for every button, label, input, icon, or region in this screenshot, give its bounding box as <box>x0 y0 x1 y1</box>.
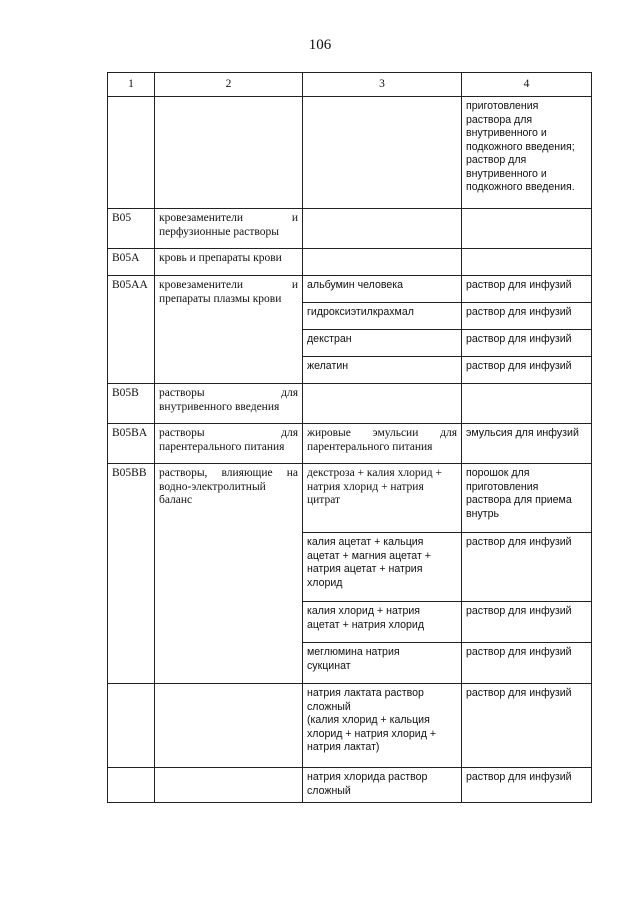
group-cell: кровь и препараты крови <box>155 249 303 276</box>
header-cell-3: 3 <box>303 73 462 97</box>
drug-cell: декстран <box>303 330 462 357</box>
form-cell: приготовления раствора для внутривенного и подкожного введения; раствор для внутривенного и подкожного введения. <box>462 97 592 209</box>
drug-table <box>107 72 592 803</box>
code-cell: B05 <box>108 209 155 249</box>
drug-cell: калия ацетат + кальция ацетат + магния ацетат + натрия ацетат + натрия хлорид <box>303 533 462 602</box>
drug-cell <box>303 97 462 209</box>
page-number: 106 <box>308 37 332 53</box>
drug-cell: декстроза + калия хлорид + натрия хлорид + натрия цитрат <box>303 464 462 533</box>
code-cell: B05BB <box>108 464 155 684</box>
drug-cell: альбумин человека <box>303 276 462 303</box>
drug-cell: натрия лактата раствор сложный (калия хлорид + кальция хлорид + натрия хлорид + натрия лактат) <box>303 684 462 768</box>
header-cell-1: 1 <box>108 73 155 97</box>
group-cell: кровезаменители и перфузионные растворы <box>155 209 303 249</box>
drug-cell: желатин <box>303 357 462 384</box>
drug-cell: калия хлорид + натрия ацетат + натрия хлорид <box>303 602 462 643</box>
code-cell <box>108 768 155 803</box>
table-row <box>108 209 592 249</box>
code-cell: B05AA <box>108 276 155 384</box>
header-row <box>108 73 592 97</box>
group-cell <box>155 684 303 768</box>
header-cell-4: 4 <box>462 73 592 97</box>
table-row <box>108 384 592 424</box>
group-cell: растворы, влияющие на водно-электролитный баланс <box>155 464 303 684</box>
header-cell-2: 2 <box>155 73 303 97</box>
form-cell: раствор для инфузий <box>462 602 592 643</box>
form-cell <box>462 209 592 249</box>
drug-cell: натрия хлорида раствор сложный <box>303 768 462 803</box>
group-cell: растворы для парентерального питания <box>155 424 303 464</box>
form-cell: раствор для инфузий <box>462 303 592 330</box>
code-cell: B05BA <box>108 424 155 464</box>
drug-cell <box>303 249 462 276</box>
form-cell: раствор для инфузий <box>462 330 592 357</box>
drug-cell: гидроксиэтилкрахмал <box>303 303 462 330</box>
form-cell: раствор для инфузий <box>462 357 592 384</box>
drug-cell: жировые эмульсии для парентерального питания <box>303 424 462 464</box>
drug-cell <box>303 209 462 249</box>
form-cell <box>462 249 592 276</box>
code-cell: B05B <box>108 384 155 424</box>
code-cell <box>108 684 155 768</box>
form-cell: раствор для инфузий <box>462 768 592 803</box>
drug-cell: меглюмина натрия сукцинат <box>303 643 462 684</box>
table-row <box>108 97 592 209</box>
form-cell: эмульсия для инфузий <box>462 424 592 464</box>
drug-cell <box>303 384 462 424</box>
group-cell: растворы для внутривенного введения <box>155 384 303 424</box>
group-cell: кровезаменители и препараты плазмы крови <box>155 276 303 384</box>
table-row <box>108 249 592 276</box>
form-cell: порошок для приготовления раствора для приема внутрь <box>462 464 592 533</box>
table-row <box>108 464 592 533</box>
table-row <box>108 768 592 803</box>
code-cell <box>108 97 155 209</box>
group-cell <box>155 768 303 803</box>
form-cell: раствор для инфузий <box>462 684 592 768</box>
form-cell: раствор для инфузий <box>462 533 592 602</box>
form-cell: раствор для инфузий <box>462 276 592 303</box>
code-cell: B05A <box>108 249 155 276</box>
form-cell: раствор для инфузий <box>462 643 592 684</box>
table-row <box>108 276 592 303</box>
table-row <box>108 684 592 768</box>
table-row <box>108 424 592 464</box>
group-cell <box>155 97 303 209</box>
form-cell <box>462 384 592 424</box>
